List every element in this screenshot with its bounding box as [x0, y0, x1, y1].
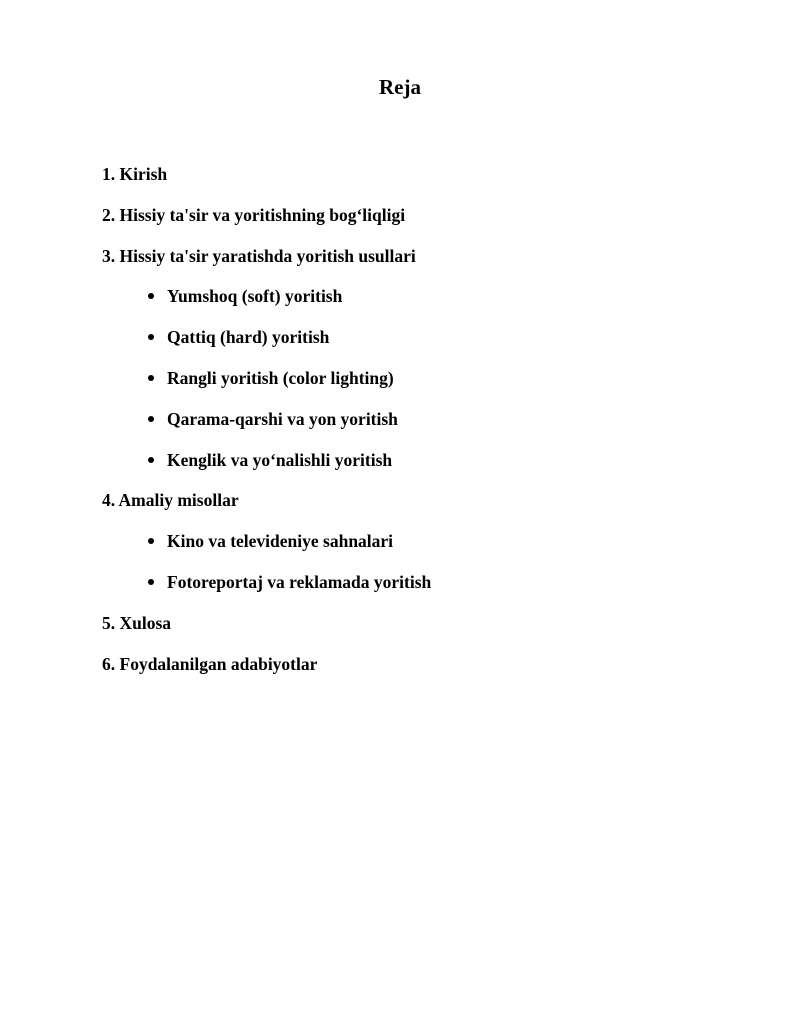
- outline-subitem: [102, 571, 742, 612]
- outline-subitem-text: Fotoreportaj va reklamada yoritish: [167, 571, 432, 592]
- outline-subitem-text: Yumshoq (soft) yoritish: [167, 286, 343, 307]
- bullet-icon: [148, 538, 154, 544]
- bullet-icon: [148, 375, 154, 381]
- bullet-icon: [148, 334, 154, 340]
- outline-item-1: [102, 163, 742, 204]
- outline-subitem: [102, 449, 742, 490]
- outline-subitem-text: Qattiq (hard) yoritish: [167, 327, 330, 348]
- outline-subitem: [102, 367, 742, 408]
- outline-subitem-text: Qarama-qarshi va yon yoritish: [167, 408, 398, 429]
- bullet-icon: [148, 416, 154, 422]
- outline-item-text: 4. Amaliy misollar: [102, 490, 239, 511]
- outline-list: [102, 163, 742, 693]
- outline-item-text: 6. Foydalanilgan adabiyotlar: [102, 653, 318, 674]
- outline-item-text: 5. Xulosa: [102, 612, 172, 633]
- page-title: Reja: [379, 75, 421, 99]
- bullet-icon: [148, 457, 154, 463]
- outline-subitem: [102, 326, 742, 367]
- outline-subitem: [102, 408, 742, 449]
- outline-item-4: [102, 489, 742, 530]
- outline-item-text: 3. Hissiy ta'sir yaratishda yoritish usullari: [102, 245, 416, 266]
- outline-subitem-text: Kino va televideniye sahnalari: [167, 531, 394, 552]
- bullet-icon: [148, 293, 154, 299]
- outline-subitem: [102, 285, 742, 326]
- outline-subitem: [102, 530, 742, 571]
- outline-item-2: [102, 204, 742, 245]
- outline-item-text: 2. Hissiy ta'sir va yoritishning bog‘liqligi: [102, 204, 406, 225]
- outline-item-text: 1. Kirish: [102, 164, 168, 184]
- outline-subitem-text: Kenglik va yo‘nalishli yoritish: [167, 449, 393, 470]
- bullet-icon: [148, 579, 154, 585]
- outline-item-3: [102, 245, 742, 286]
- outline-item-6: [102, 653, 742, 694]
- outline-subitem-text: Rangli yoritish (color lighting): [167, 367, 394, 388]
- outline-item-5: [102, 612, 742, 653]
